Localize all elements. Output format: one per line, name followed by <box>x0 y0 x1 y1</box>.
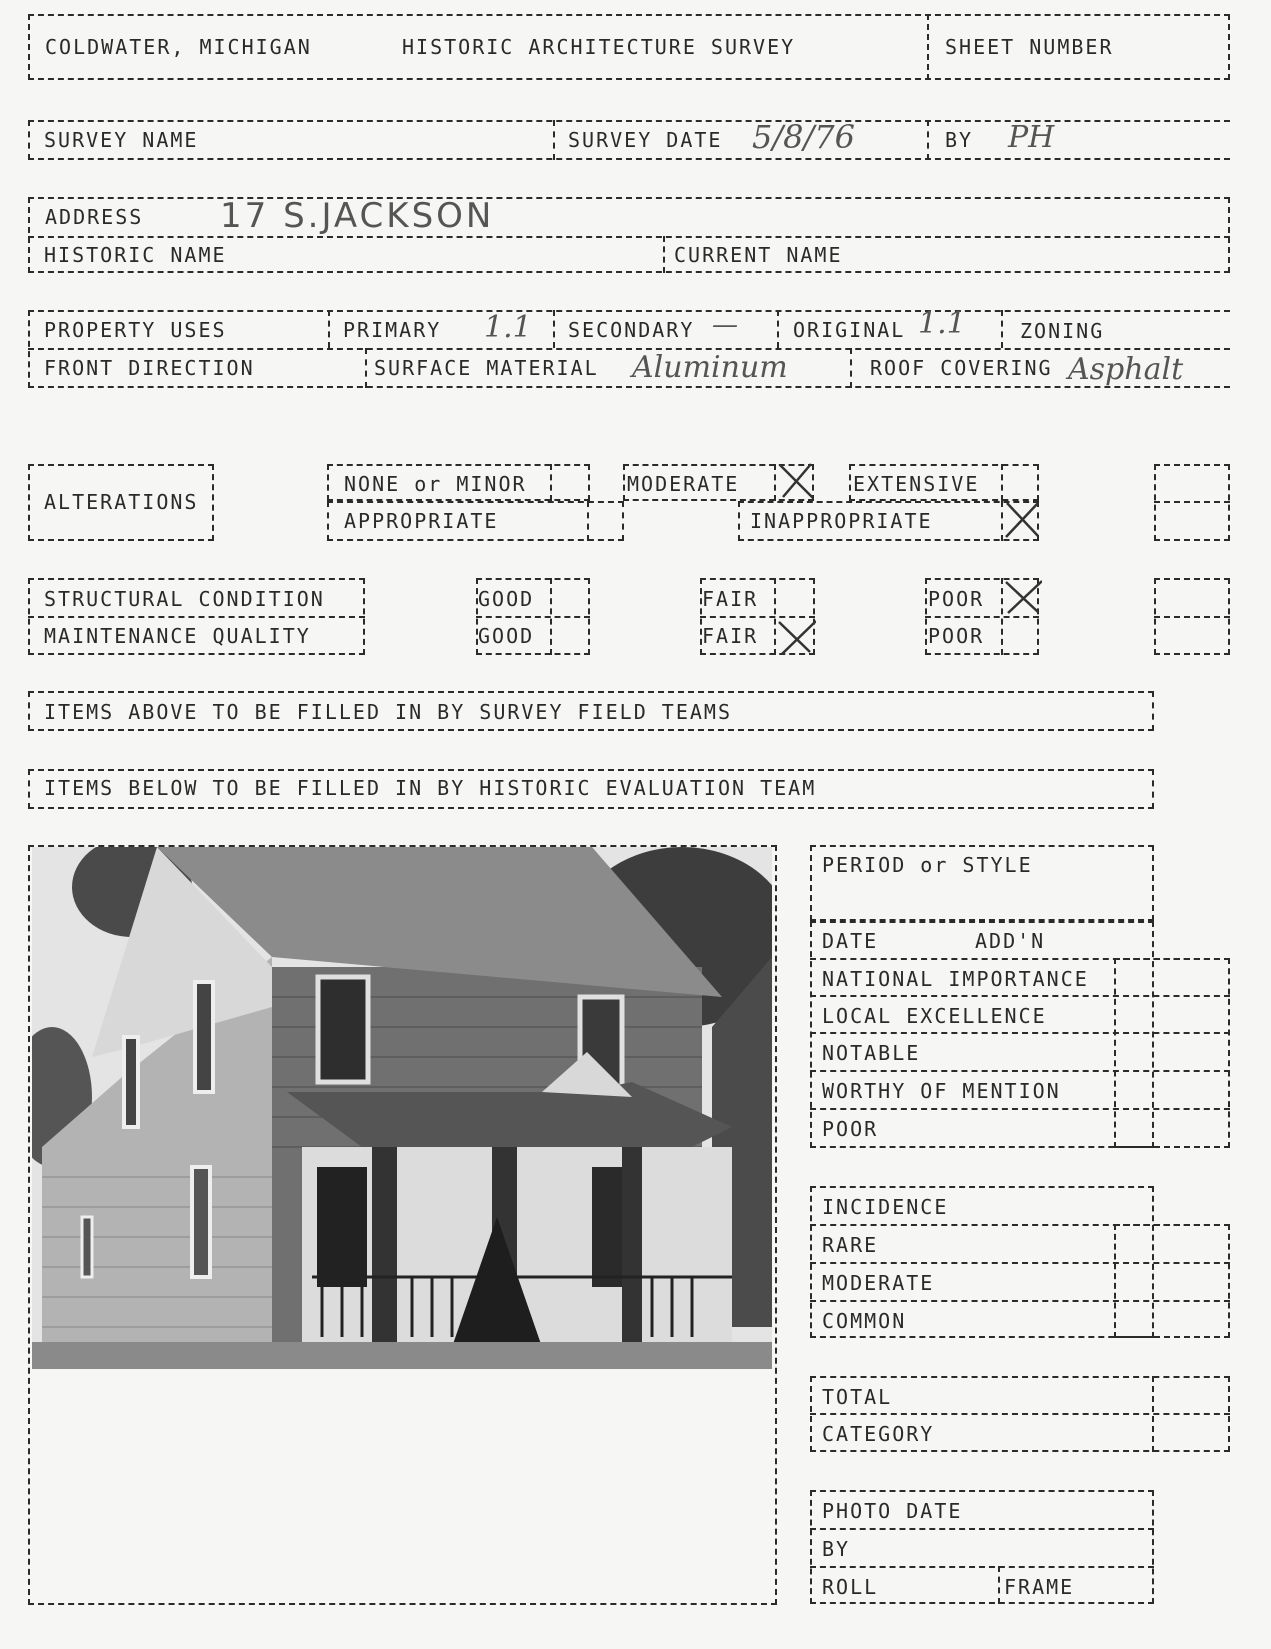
photo-info-row-2 <box>810 1566 1154 1568</box>
header-title: HISTORIC ARCHITECTURE SURVEY <box>402 35 796 59</box>
survey-name-label: SURVEY NAME <box>44 128 199 152</box>
category-label: CATEGORY <box>822 1422 935 1446</box>
incidence-label: INCIDENCE <box>822 1195 949 1219</box>
alt-mod-check-div <box>774 464 776 501</box>
prop-div-2 <box>553 310 555 348</box>
alt-none-label: NONE or MINOR <box>344 472 527 496</box>
good-divider <box>476 616 590 618</box>
surface-material-value: Aluminum <box>632 350 788 385</box>
incidence-score-col <box>1114 1224 1230 1338</box>
alt-ext-check-div <box>1001 464 1003 501</box>
alt-inappropriate-checkmark <box>1002 500 1042 538</box>
secondary-label: SECONDARY <box>568 318 695 342</box>
alt-appropriate-label: APPROPRIATE <box>344 509 499 533</box>
property-divider <box>28 348 1230 350</box>
inc-row-1 <box>810 1224 1230 1226</box>
structural-fair-label: FAIR <box>702 587 759 611</box>
roll-label: ROLL <box>822 1575 879 1599</box>
totals-divider <box>810 1413 1230 1415</box>
maintenance-fair-checkmark <box>776 618 816 656</box>
poor-divider <box>925 616 1039 618</box>
condition-score-divider <box>1154 616 1230 618</box>
house-photograph <box>32 847 772 1369</box>
evaluation-score-col <box>1114 958 1230 1148</box>
incidence-common-label: COMMON <box>822 1309 907 1333</box>
eval-row-4 <box>810 1070 1230 1072</box>
roof-covering-value: Asphalt <box>1068 352 1184 387</box>
eval-addn-label: ADD'N <box>975 929 1046 953</box>
prop-div-6 <box>850 348 852 388</box>
alt-score-divider <box>1154 501 1230 503</box>
evaluation-box <box>810 921 1154 1148</box>
note-below-end <box>1152 769 1154 809</box>
header-divider <box>927 14 929 80</box>
survey-by-label: BY <box>945 128 974 152</box>
header-city: COLDWATER, MICHIGAN <box>45 35 312 59</box>
historic-current-divider <box>663 236 665 273</box>
alt-appr-check-div <box>587 501 589 541</box>
structural-condition-label: STRUCTURAL CONDITION <box>44 587 325 611</box>
incidence-rare-label: RARE <box>822 1233 879 1257</box>
alterations-label: ALTERATIONS <box>44 490 199 514</box>
secondary-value: — <box>712 310 738 340</box>
maintenance-good-label: GOOD <box>478 624 535 648</box>
frame-label: FRAME <box>1004 1575 1075 1599</box>
original-label: ORIGINAL <box>793 318 906 342</box>
address-label: ADDRESS <box>45 205 144 229</box>
eval-local-label: LOCAL EXCELLENCE <box>822 1004 1047 1028</box>
surface-material-label: SURFACE MATERIAL <box>374 356 599 380</box>
note-below-text: ITEMS BELOW TO BE FILLED IN BY HISTORIC EVALUATION TEAM <box>44 776 817 800</box>
eval-row-3 <box>810 1032 1230 1034</box>
maintenance-fair-label: FAIR <box>702 624 759 648</box>
structural-good-label: GOOD <box>478 587 535 611</box>
prop-div-4 <box>1001 310 1003 348</box>
note-above-end <box>1152 691 1154 731</box>
alt-extensive-label: EXTENSIVE <box>853 472 980 496</box>
eval-row-2 <box>810 995 1230 997</box>
good-check-div <box>550 578 552 655</box>
roll-frame-div <box>998 1566 1000 1604</box>
property-uses-label: PROPERTY USES <box>44 318 227 342</box>
totals-score-div <box>1152 1376 1154 1452</box>
survey-divider-1 <box>553 120 555 160</box>
maintenance-quality-label: MAINTENANCE QUALITY <box>44 624 311 648</box>
incidence-moderate-label: MODERATE <box>822 1271 935 1295</box>
zoning-label: ZONING <box>1020 319 1105 343</box>
eval-row-5 <box>810 1108 1230 1110</box>
survey-date-label: SURVEY DATE <box>568 128 723 152</box>
front-direction-label: FRONT DIRECTION <box>44 356 255 380</box>
period-style-label: PERIOD or STYLE <box>822 853 1033 877</box>
survey-by-value: PH <box>1008 120 1055 155</box>
alt-moderate-label: MODERATE <box>627 472 740 496</box>
prop-div-5 <box>365 348 367 388</box>
photo-by-label: BY <box>822 1537 851 1561</box>
address-value: 17 S.JACKSON <box>220 196 495 236</box>
eval-national-label: NATIONAL IMPORTANCE <box>822 967 1089 991</box>
house-photo-drawing <box>32 847 772 1369</box>
primary-label: PRIMARY <box>343 318 442 342</box>
roof-covering-label: ROOF COVERING <box>870 356 1053 380</box>
prop-div-3 <box>777 310 779 348</box>
alt-none-check-div <box>550 464 552 501</box>
eval-worthy-label: WORTHY OF MENTION <box>822 1079 1061 1103</box>
alt-moderate-checkmark <box>777 462 817 500</box>
condition-label-divider <box>28 616 365 618</box>
eval-notable-label: NOTABLE <box>822 1041 921 1065</box>
total-label: TOTAL <box>822 1385 893 1409</box>
sheet-number-label: SHEET NUMBER <box>945 35 1114 59</box>
inc-row-2 <box>810 1262 1230 1264</box>
historic-name-label: HISTORIC NAME <box>44 243 227 267</box>
eval-row-1 <box>810 958 1230 960</box>
inc-row-3 <box>810 1300 1230 1302</box>
survey-date-value: 5/8/76 <box>752 118 855 156</box>
alt-inappropriate-label: INAPPROPRIATE <box>750 509 933 533</box>
primary-value: 1.1 <box>484 310 532 345</box>
prop-div-1 <box>328 310 330 348</box>
current-name-label: CURRENT NAME <box>674 243 843 267</box>
maintenance-poor-label: POOR <box>928 624 985 648</box>
survey-divider-2 <box>927 120 929 160</box>
eval-date-label: DATE <box>822 929 879 953</box>
original-value: 1.1 <box>918 306 966 341</box>
photo-date-label: PHOTO DATE <box>822 1499 963 1523</box>
address-divider <box>28 236 1230 238</box>
eval-poor-label: POOR <box>822 1117 879 1141</box>
structural-poor-label: POOR <box>928 587 985 611</box>
note-above-text: ITEMS ABOVE TO BE FILLED IN BY SURVEY FIELD TEAMS <box>44 700 733 724</box>
photo-info-row-1 <box>810 1528 1154 1530</box>
structural-poor-checkmark <box>1002 578 1042 616</box>
